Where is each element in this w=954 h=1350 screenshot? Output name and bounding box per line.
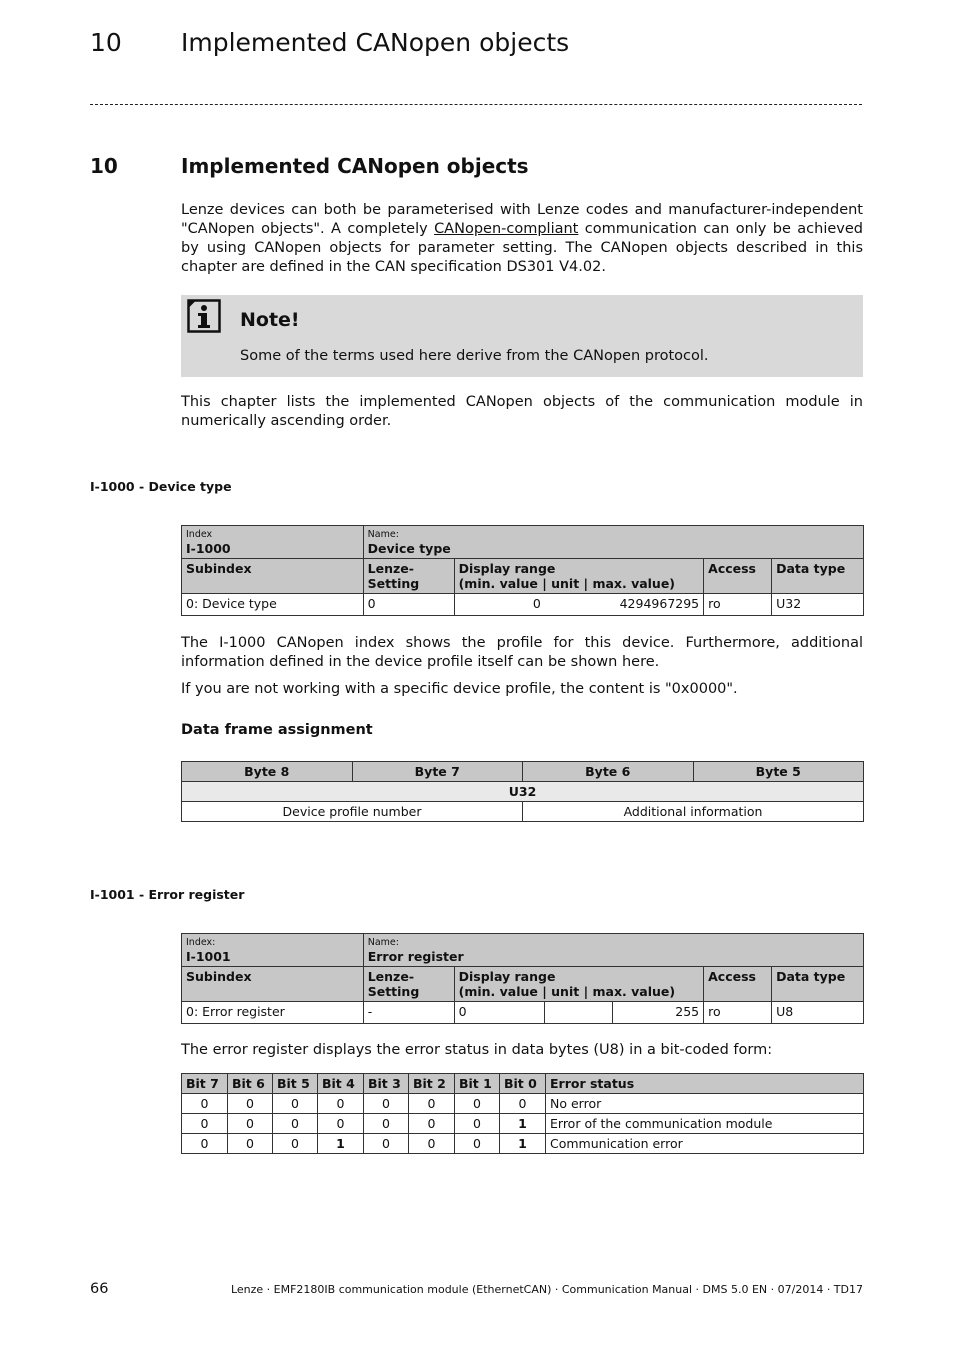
row-datatype: U8: [772, 1002, 864, 1024]
table-row: 0 0 0 1 0 0 0 1 Communication error: [182, 1134, 864, 1154]
byte-8-header: Byte 8: [182, 762, 353, 782]
note-text: Some of the terms used here derive from the CANopen protocol.: [240, 348, 709, 364]
note-title: Note!: [240, 309, 300, 331]
footer-text: Lenze · EMF2180IB communication module (EthernetCAN) · Communication Manual · DMS 5.0 EN · 07/2014 · TD17: [230, 1283, 863, 1296]
byte-5-header: Byte 5: [693, 762, 864, 782]
table-row: 0 0 0 0 0 0 0 0 No error: [182, 1094, 864, 1114]
frame-additional-info: Additional information: [523, 802, 864, 822]
col-lenze-setting: Lenze-Setting: [363, 967, 454, 1002]
bit-2-header: Bit 2: [409, 1074, 455, 1094]
col-data-type: Data type: [772, 559, 864, 594]
col-access: Access: [704, 559, 772, 594]
bit-1-header: Bit 1: [455, 1074, 500, 1094]
chapter-list-paragraph: This chapter lists the implemented CANopen objects of the communication module in numerically ascending order.: [181, 394, 863, 429]
intro-paragraph: Lenze devices can both be parameterised with Lenze codes and manufacturer-independent "CANopen objects". A completely CANopen-compliant communication can only be achieved by using CANopen objects for parameter setting. The CANopen objects described in this chapter are defined in the CAN specification DS301 V4.02.: [181, 202, 863, 275]
data-frame-table: [181, 761, 864, 822]
index-cell: Index I-1000: [182, 526, 364, 559]
row-min: 0: [454, 594, 545, 616]
byte-7-header: Byte 7: [352, 762, 523, 782]
row-subindex: 0: Error register: [182, 1002, 364, 1024]
canopen-compliant-link[interactable]: CANopen-compliant: [434, 221, 579, 237]
row-unit: [545, 594, 613, 616]
running-header-title: Implemented CANopen objects: [181, 28, 570, 57]
name-cell: Name: Error register: [363, 934, 863, 967]
row-access: ro: [704, 594, 772, 616]
object-1000-description: The I-1000 CANopen index shows the profile for this device. Furthermore, additional information defined in the device profile itself can be shown here.: [181, 635, 863, 670]
col-display-range: Display range (min. value | unit | max. value): [454, 967, 703, 1002]
object-heading-1000: I-1000 - Device type: [90, 479, 232, 494]
object-1000-note: If you are not working with a specific device profile, the content is "0x0000".: [181, 681, 738, 697]
object-heading-1001: I-1001 - Error register: [90, 887, 245, 902]
row-subindex: 0: Device type: [182, 594, 364, 616]
row-min: 0: [454, 1002, 545, 1024]
section-title: Implemented CANopen objects: [181, 154, 529, 178]
bit-6-header: Bit 6: [228, 1074, 273, 1094]
object-1001-description: The error register displays the error status in data bytes (U8) in a bit-coded form:: [181, 1042, 773, 1058]
bit-5-header: Bit 5: [273, 1074, 318, 1094]
running-header-number: 10: [90, 28, 122, 57]
col-data-type: Data type: [772, 967, 864, 1002]
row-datatype: U32: [772, 594, 864, 616]
frame-device-profile: Device profile number: [182, 802, 523, 822]
col-subindex: Subindex: [182, 967, 364, 1002]
info-icon: [187, 299, 221, 333]
row-unit: [545, 1002, 613, 1024]
error-bits-table: [181, 1073, 864, 1154]
name-cell: Name: Device type: [363, 526, 863, 559]
note-box: [181, 295, 863, 377]
col-lenze-setting: Lenze-Setting: [363, 559, 454, 594]
data-frame-heading: Data frame assignment: [181, 722, 373, 738]
col-access: Access: [704, 967, 772, 1002]
section-number: 10: [90, 154, 118, 178]
row-lenze: 0: [363, 594, 454, 616]
error-status-header: Error status: [546, 1074, 864, 1094]
table-row: 0 0 0 0 0 0 0 1 Error of the communication module: [182, 1114, 864, 1134]
col-display-range: Display range (min. value | unit | max. value): [454, 559, 704, 594]
index-cell: Index: I-1001: [182, 934, 364, 967]
byte-6-header: Byte 6: [523, 762, 694, 782]
header-divider: [90, 104, 862, 105]
bit-0-header: Bit 0: [500, 1074, 546, 1094]
row-access: ro: [704, 1002, 772, 1024]
object-table-1001: [181, 933, 864, 1024]
bit-7-header: Bit 7: [182, 1074, 228, 1094]
row-max: 255: [613, 1002, 704, 1024]
row-lenze: -: [363, 1002, 454, 1024]
bit-4-header: Bit 4: [318, 1074, 364, 1094]
row-max: 4294967295: [613, 594, 704, 616]
frame-type: U32: [182, 782, 864, 802]
bit-3-header: Bit 3: [364, 1074, 409, 1094]
object-table-1000: [181, 525, 864, 616]
page-number: 66: [90, 1281, 109, 1297]
col-subindex: Subindex: [182, 559, 364, 594]
